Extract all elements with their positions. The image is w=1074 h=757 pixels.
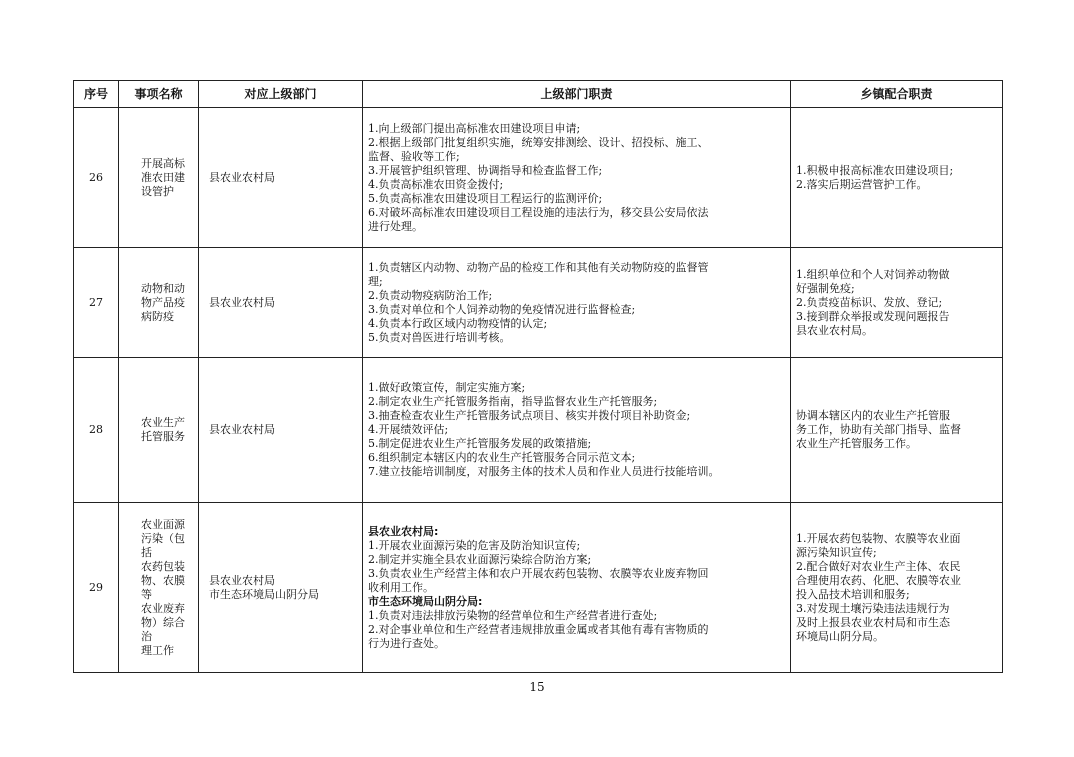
text-line: 1.向上级部门提出高标准农田建设项目申请; [368, 121, 581, 135]
superior-dept-cell [199, 503, 363, 673]
text-line: 4.开展绩效评估; [368, 423, 449, 436]
text-line: 2.负责动物疫病防治工作; [368, 288, 493, 302]
text-line: 1.积极申报高标准农田建设项目; [796, 163, 954, 177]
text-line: 1.开展农业面源污染的危害及防治知识宣传; [368, 538, 581, 552]
text-line: 准农田建 [141, 170, 185, 184]
text-line: 托管服务 [141, 430, 185, 443]
text-line: 开展高标 [141, 156, 185, 170]
header-item-name: 事项名称 [119, 81, 199, 108]
text-line: 2.对企事业单位和生产经营者违规排放重金属或者其他有毒有害物质的 [368, 622, 709, 636]
text-line: 理工作 [141, 643, 174, 657]
town-duties-cell [791, 108, 1003, 248]
text-line: 3.负责对单位和个人饲养动物的免疫情况进行监督检查; [368, 302, 636, 316]
text-line: 农业面源 [141, 517, 185, 531]
text-line: 2.制定农业生产托管服务指南，指导监督农业生产托管服务; [368, 395, 658, 408]
item-name-cell [119, 108, 199, 248]
text-line: 3.开展管护组织管理、协调指导和检查监督工作; [368, 163, 603, 177]
text-line: 1.组织单位和个人对饲养动物做 [796, 267, 950, 281]
town-duties-cell [791, 503, 1003, 673]
row-index: 26 [74, 108, 119, 248]
header-superior-dept: 对应上级部门 [199, 81, 363, 108]
text-line: 5.制定促进农业生产托管服务发展的政策措施; [368, 437, 592, 450]
text-line: 收利用工作。 [368, 580, 434, 594]
text-line: 农业生产 [141, 416, 185, 429]
table-row [74, 358, 1003, 503]
text-line: 务工作，协助有关部门指导、监督 [796, 423, 961, 436]
text-line: 物产品疫 [141, 295, 185, 309]
superior-duties-cell [363, 108, 791, 248]
text-line: 污染（包括 [141, 531, 185, 559]
text-line: 5.负责高标准农田建设项目工程运行的监测评价; [368, 191, 603, 205]
text-line: 3.对发现土壤污染违法违规行为 [796, 601, 950, 615]
superior-duties-cell [363, 503, 791, 673]
text-line: 投入品技术培训和服务; [796, 587, 910, 601]
section-heading: 县农业农村局: [368, 524, 439, 538]
text-line: 6.对破坏高标准农田建设项目工程设施的违法行为，移交县公安局依法 [368, 205, 709, 219]
text-line: 县农业农村局 [209, 423, 275, 436]
row-index: 28 [74, 358, 119, 503]
text-line: 病防疫 [141, 309, 174, 323]
town-duties-cell [791, 248, 1003, 358]
table-row [74, 503, 1003, 673]
text-line: 进行处理。 [368, 219, 423, 233]
text-line: 2.配合做好对农业生产主体、农民 [796, 559, 961, 573]
header-index: 序号 [74, 81, 119, 108]
text-line: 5.负责对兽医进行培训考核。 [368, 330, 511, 344]
text-line: 3.接到群众举报或发现问题报告 [796, 309, 950, 323]
text-line: 物、农膜等 [141, 573, 185, 601]
text-line: 协调本辖区内的农业生产托管服 [796, 409, 950, 422]
superior-duties-cell [363, 248, 791, 358]
text-line: 4.负责本行政区域内动物疫情的认定; [368, 316, 548, 330]
text-line: 2.根据上级部门批复组织实施，统筹安排测绘、设计、招投标、施工、 [368, 135, 709, 149]
text-line: 6.组织制定本辖区内的农业生产托管服务合同示范文本; [368, 451, 636, 464]
section-heading: 市生态环境局山阴分局: [368, 594, 483, 608]
text-line: 及时上报县农业农村局和市生态 [796, 615, 950, 629]
text-line: 行为进行查处。 [368, 636, 445, 650]
text-line: 7.建立技能培训制度，对服务主体的技术人员和作业人员进行技能培训。 [368, 465, 720, 478]
row-index: 29 [74, 503, 119, 673]
header-superior-duties: 上级部门职责 [363, 81, 791, 108]
text-line: 合理使用农药、化肥、农膜等农业 [796, 573, 961, 587]
town-duties-cell [791, 358, 1003, 503]
table-row [74, 248, 1003, 358]
text-line: 3.负责农业生产经营主体和农户开展农药包装物、农膜等农业废弃物回 [368, 566, 709, 580]
text-line: 1.开展农药包装物、农膜等农业面 [796, 531, 961, 545]
header-town-duties: 乡镇配合职责 [791, 81, 1003, 108]
superior-duties-cell [363, 358, 791, 503]
duties-table [73, 80, 1003, 673]
text-line: 市生态环境局山阴分局 [209, 587, 319, 601]
text-line: 监督、验收等工作; [368, 149, 460, 163]
text-line: 4.负责高标准农田资金拨付; [368, 177, 504, 191]
text-line: 理; [368, 274, 383, 288]
text-line: 1.负责对违法排放污染物的经营单位和生产经营者进行查处; [368, 608, 658, 622]
text-line: 好强制免疫; [796, 281, 855, 295]
page-number: 15 [529, 680, 545, 694]
text-line: 环境局山阴分局。 [796, 629, 884, 643]
superior-dept-cell [199, 248, 363, 358]
text-line: 农业生产托管服务工作。 [796, 437, 917, 450]
text-line: 县农业农村局 [209, 170, 275, 184]
text-line: 2.负责疫苗标识、发放、登记; [796, 295, 943, 309]
item-name-cell [119, 248, 199, 358]
text-line: 农业废弃 [141, 601, 185, 615]
superior-dept-cell [199, 108, 363, 248]
text-line: 动物和动 [141, 281, 185, 295]
text-line: 源污染知识宣传; [796, 545, 877, 559]
row-index: 27 [74, 248, 119, 358]
text-line: 设管护 [141, 184, 174, 198]
item-name-cell [119, 358, 199, 503]
text-line: 2.制定并实施全县农业面源污染综合防治方案; [368, 552, 592, 566]
text-line: 县农业农村局 [209, 295, 275, 309]
text-line: 县农业农村局 [209, 573, 275, 587]
superior-dept-cell [199, 358, 363, 503]
item-name-cell [119, 503, 199, 673]
text-line: 物）综合治 [141, 615, 185, 643]
text-line: 农药包装 [141, 559, 185, 573]
table-row [74, 108, 1003, 248]
text-line: 1.负责辖区内动物、动物产品的检疫工作和其他有关动物防疫的监督管 [368, 260, 709, 274]
text-line: 县农业农村局。 [796, 323, 873, 337]
text-line: 3.抽查检查农业生产托管服务试点项目、核实并拨付项目补助资金; [368, 409, 691, 422]
text-line: 1.做好政策宣传，制定实施方案; [368, 381, 526, 394]
header-row [74, 81, 1003, 108]
text-line: 2.落实后期运营管护工作。 [796, 177, 928, 191]
